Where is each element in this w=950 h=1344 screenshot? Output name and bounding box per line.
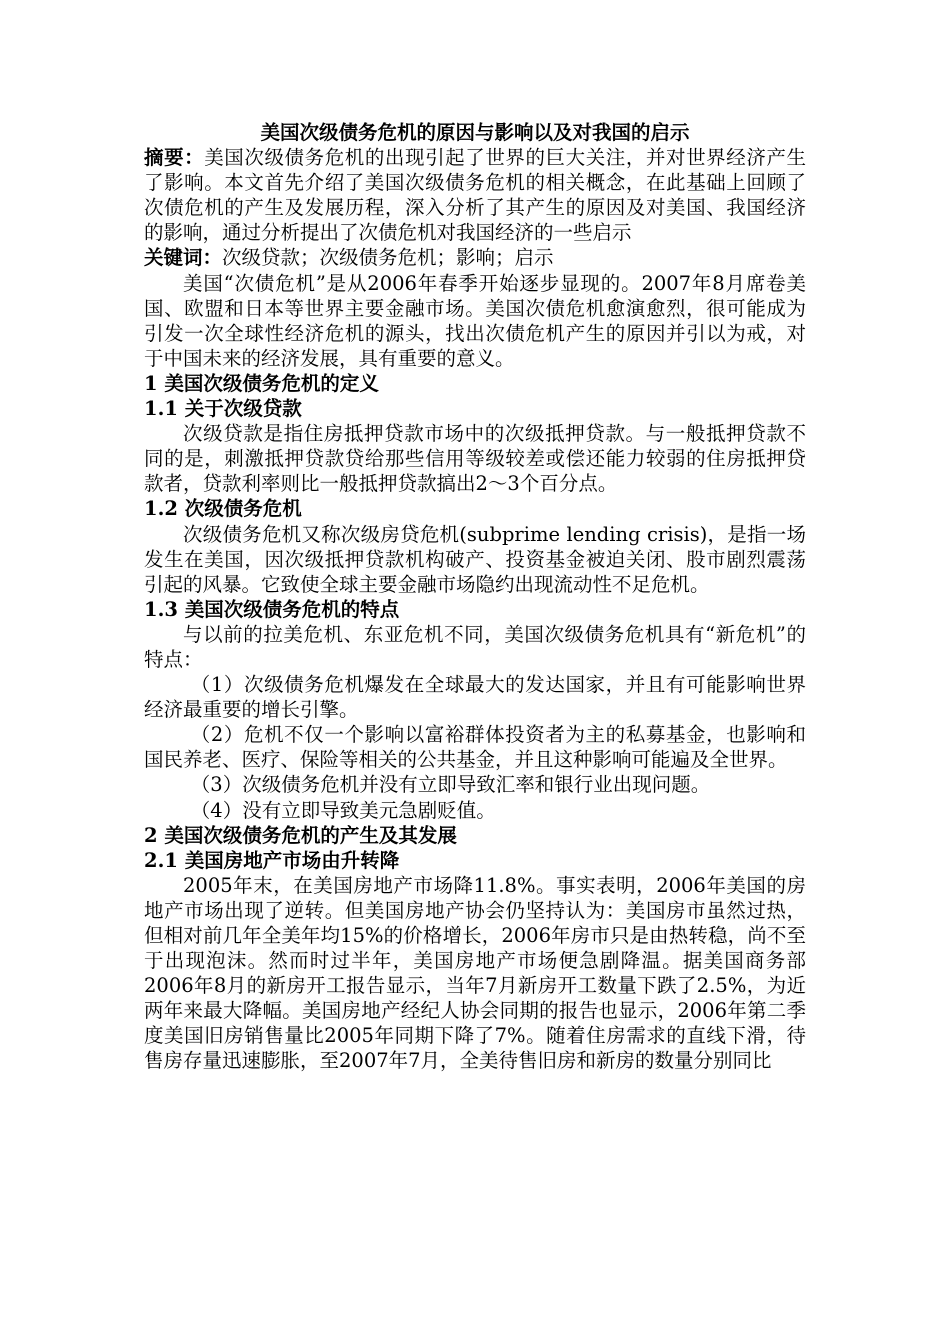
section-1-heading: 1 美国次级债务危机的定义 (144, 371, 379, 395)
section-2-1-paragraph: 2005年末，在美国房地产市场降11.8%。事实表明，2006年美国的房地产市场出现了逆转。但美国房地产协会仍坚持认为：美国房市虽然过热，但相对前几年全美年均15%的价格增长，2006年房市只是由热转稳，尚不至于出现泡沫。然而时过半年，美国房地产市场便急剧降温。据美国商务部2006年8月的新房开工报告显示，当年7月新房开工数量下跌了2.5%，为近两年来最大降幅。美国房地产经纪人协会同期的报告也显示，2006年第二季度美国旧房销售量比2005年同期下降了7%。随着住房需求的直线下滑，待售房存量迅速膨胀，至2007年7月，全美待售旧房和新房的数量分别同比 (144, 873, 806, 1073)
keywords (144, 245, 806, 270)
abstract (144, 145, 806, 245)
feature-item-1: （1）次级债务危机爆发在全球最大的发达国家，并且有可能影响世界经济最重要的增长引擎。 (144, 673, 806, 722)
abstract-label: 摘要： (144, 146, 205, 170)
feature-item-2: （2）危机不仅一个影响以富裕群体投资者为主的私募基金，也影响和国民养老、医疗、保险等相关的公共基金，并且这种影响可能遍及全世界。 (144, 723, 806, 772)
feature-item-4: （4）没有立即导致美元急剧贬值。 (190, 798, 496, 822)
section-1-3-heading: 1.3 美国次级债务危机的特点 (144, 597, 400, 621)
document-title: 美国次级债务危机的原因与影响以及对我国的启示 (260, 121, 690, 144)
document-page (144, 120, 806, 1074)
keywords-text: 次级贷款；次级债务危机；影响；启示 (222, 246, 554, 270)
section-1-1-heading: 1.1 关于次级贷款 (144, 397, 302, 421)
intro-paragraph: 美国“次债危机”是从2006年春季开始逐步显现的。2007年8月席卷美国、欧盟和日本等世界主要金融市场。美国次债危机愈演愈烈，很可能成为引发一次全球性经济危机的源头，找出次债危机产生的原因并引以为戒，对于中国未来的经济发展，具有重要的意义。 (144, 271, 806, 370)
keywords-label: 关键词： (144, 246, 223, 270)
section-1-3-paragraph: 与以前的拉美危机、东亚危机不同，美国次级债务危机具有“新危机”的特点： (144, 622, 806, 671)
section-1-2-paragraph: 次级债务危机又称次级房贷危机(subprime lending crisis)，是指一场发生在美国，因次级抵押贷款机构破产、投资基金被迫关闭、股市剧烈震荡引起的风暴。它致使全球主要金融市场隐约出现流动性不足危机。 (144, 522, 806, 596)
section-2-1-heading: 2.1 美国房地产市场由升转降 (144, 848, 400, 872)
section-1-2-heading: 1.2 次级债务危机 (144, 497, 302, 521)
feature-item-3: （3）次级债务危机并没有立即导致汇率和银行业出现问题。 (190, 773, 711, 797)
section-1-1-paragraph: 次级贷款是指住房抵押贷款市场中的次级抵押贷款。与一般抵押贷款不同的是，刺激抵押贷款贷给那些信用等级较差或偿还能力较弱的住房抵押贷款者，贷款利率则比一般抵押贷款搞出2～3个百分点。 (144, 422, 806, 496)
section-2-heading: 2 美国次级债务危机的产生及其发展 (144, 823, 457, 847)
abstract-text: 美国次级债务危机的出现引起了世界的巨大关注，并对世界经济产生了影响。本文首先介绍了美国次级债务危机的相关概念，在此基础上回顾了次债危机的产生及发展历程，深入分析了其产生的原因及对美国、我国经济的影响，通过分析提出了次债危机对我国经济的一些启示 (144, 146, 806, 245)
